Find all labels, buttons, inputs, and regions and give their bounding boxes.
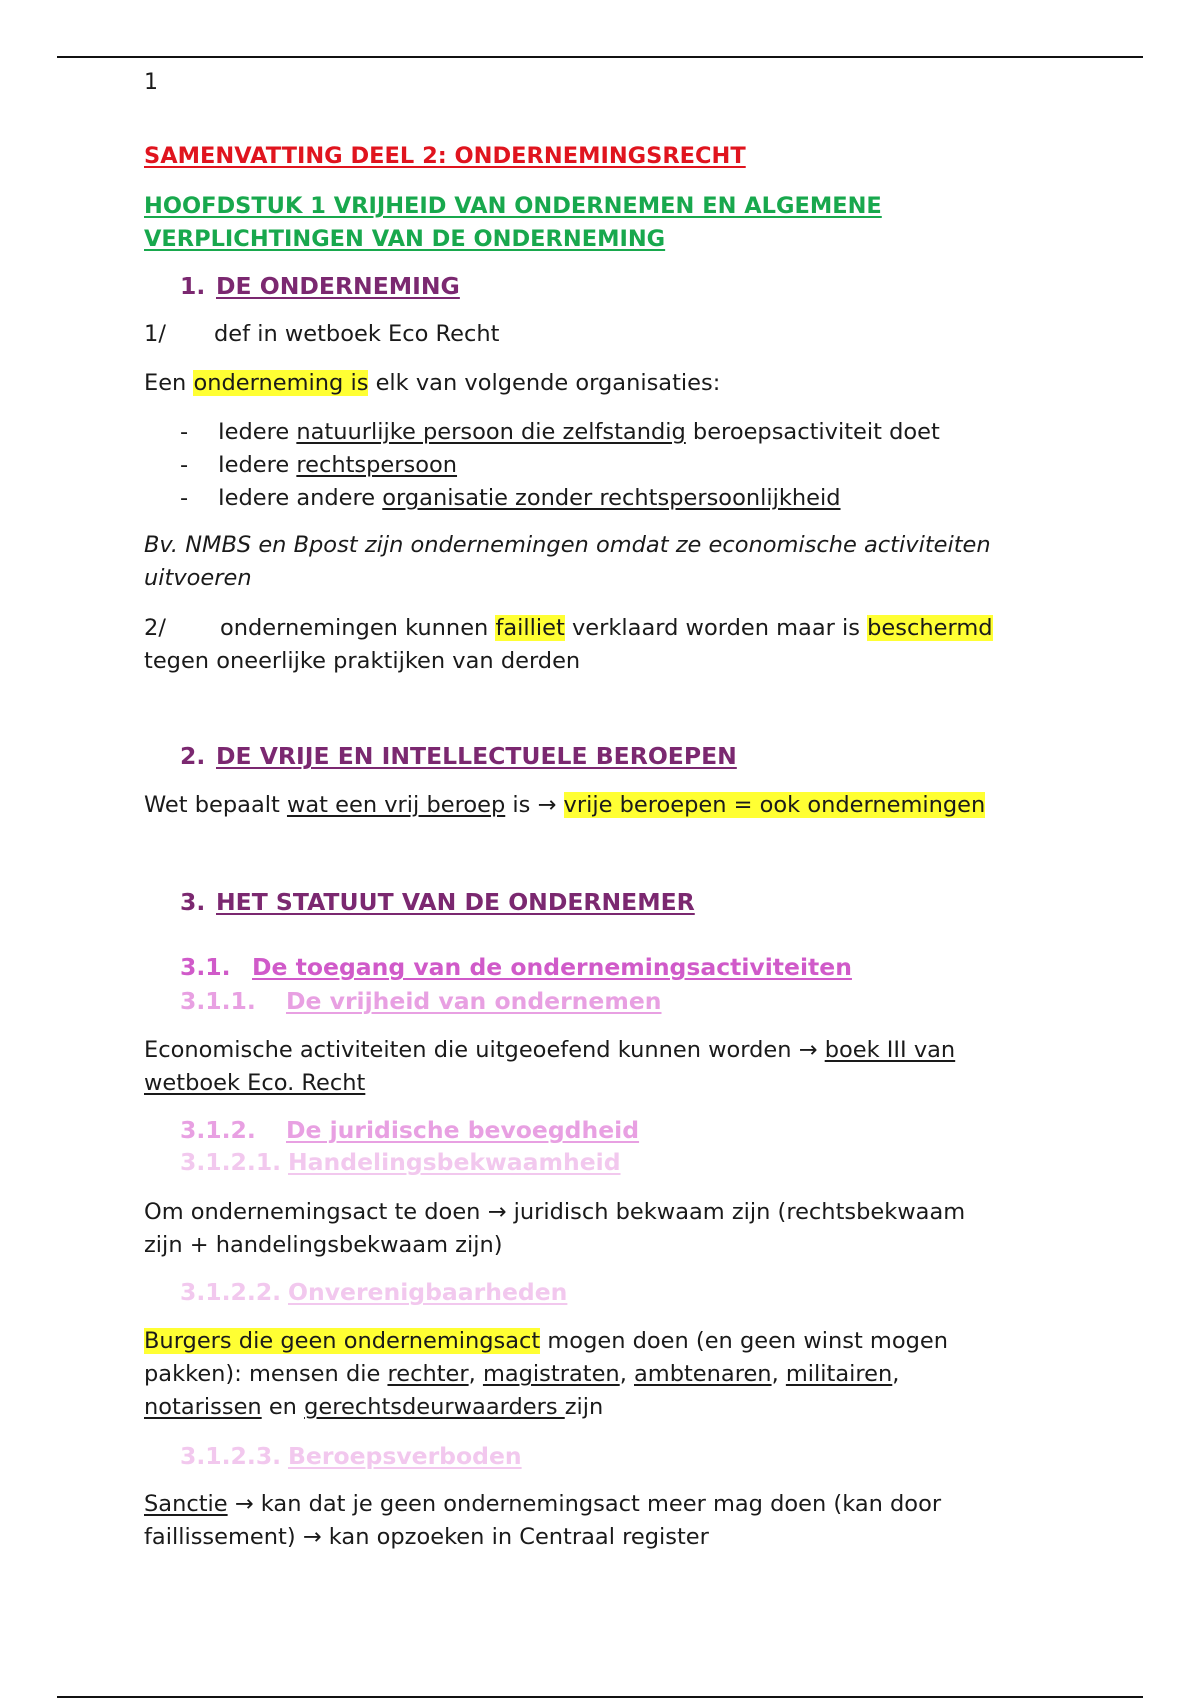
dash-bullet: -	[180, 419, 189, 445]
highlighted-text: onderneming is	[193, 370, 369, 396]
section-2-paragraph	[144, 789, 985, 822]
text-line: Bv. NMBS en Bpost zijn ondernemingen omdat ze economische activiteiten	[144, 532, 991, 558]
subsection-3-1-heading	[180, 953, 852, 981]
section-number: 3.1.2.2.	[180, 1278, 282, 1306]
underlined-text: natuurlijke persoon die zelfstandig	[296, 419, 686, 445]
text-line: uitvoeren	[144, 565, 252, 591]
section-title: Beroepsverboden	[288, 1442, 522, 1470]
underlined-text: wetboek Eco. Recht	[144, 1070, 366, 1096]
underlined-text: wat een vrij beroep	[286, 792, 506, 818]
section-number: 3.1.2.	[180, 1116, 256, 1144]
section-number: 3.1.1.	[180, 987, 256, 1015]
text-line: zijn + handelingsbekwaam zijn)	[144, 1232, 503, 1258]
underlined-text: organisatie zonder rechtspersoonlijkheid	[382, 485, 841, 511]
section-title: DE ONDERNEMING	[216, 272, 460, 300]
definition-label	[144, 318, 499, 351]
footer-rule	[57, 1696, 1143, 1698]
subsection-3-1-2-3-heading	[180, 1442, 522, 1470]
text-line: faillissement) → kan opzoeken in Centraal register	[144, 1524, 709, 1550]
subsection-3-1-2-1-heading	[180, 1148, 621, 1176]
list-item	[180, 416, 940, 449]
text-line: Om ondernemingsact te doen → juridisch bekwaam zijn (rechtsbekwaam	[144, 1199, 966, 1225]
dash-bullet: -	[180, 452, 189, 478]
chapter-heading-line2: VERPLICHTINGEN VAN DE ONDERNEMING	[144, 226, 666, 252]
point-text: def in wetboek Eco Recht	[214, 321, 500, 347]
chapter-heading-line1: HOOFDSTUK 1 VRIJHEID VAN ONDERNEMEN EN ALGEMENE	[144, 193, 882, 219]
highlighted-text: Burgers die geen ondernemingsact	[144, 1328, 541, 1354]
section-number: 1.	[180, 272, 206, 300]
underlined-text: Sanctie	[144, 1491, 228, 1517]
text-run: is →	[505, 792, 564, 818]
highlighted-text: vrije beroepen = ook ondernemingen	[563, 792, 986, 818]
section-3-1-2-2-paragraph	[144, 1325, 948, 1424]
section-number: 2.	[180, 742, 206, 770]
list-item	[180, 482, 940, 515]
section-2-heading	[180, 742, 737, 770]
section-number: 3.	[180, 888, 206, 916]
section-title: DE VRIJE EN INTELLECTUELE BEROEPEN	[216, 742, 737, 770]
section-title: De juridische bevoegdheid	[286, 1116, 640, 1144]
page-number: 1	[144, 70, 158, 95]
subsection-3-1-1-heading	[180, 987, 662, 1015]
section-title: Onverenigbaarheden	[288, 1278, 568, 1306]
text-run: ,	[771, 1361, 786, 1387]
underlined-text: magistraten	[482, 1361, 620, 1387]
text-run: beroepsactiviteit doet	[685, 419, 940, 445]
text-run: Wet bepaalt	[144, 792, 287, 818]
underlined-text: gerechtsdeurwaarders	[304, 1394, 565, 1420]
text-run: ,	[892, 1361, 900, 1387]
section-number: 3.1.	[180, 953, 231, 981]
section-3-1-1-paragraph	[144, 1034, 955, 1100]
underlined-text: rechter	[387, 1361, 469, 1387]
text-run: Een	[144, 370, 194, 396]
text-run: Iedere andere	[218, 485, 383, 511]
text-run: ondernemingen kunnen	[220, 615, 496, 641]
section-title: HET STATUUT VAN DE ONDERNEMER	[216, 888, 695, 916]
highlighted-text: failliet	[495, 615, 565, 641]
point-number: 2/	[144, 615, 166, 641]
text-run: mogen doen (en geen winst mogen	[540, 1328, 949, 1354]
text-line: tegen oneerlijke praktijken van derden	[144, 648, 581, 674]
section-1-heading	[180, 272, 460, 300]
underlined-text: ambtenaren	[634, 1361, 772, 1387]
text-run: en	[261, 1394, 305, 1420]
document-title: SAMENVATTING DEEL 2: ONDERNEMINGSRECHT	[144, 143, 746, 169]
section-3-heading	[180, 888, 695, 916]
underlined-text: notarissen	[144, 1394, 262, 1420]
subsection-3-1-2-heading	[180, 1116, 639, 1144]
section-number: 3.1.2.3.	[180, 1442, 282, 1470]
section-title: De toegang van de ondernemingsactiviteiten	[252, 953, 852, 981]
text-run: → kan dat je geen ondernemingsact meer mag doen (kan door	[227, 1491, 942, 1517]
section-number: 3.1.2.1.	[180, 1148, 282, 1176]
underlined-text: boek III van	[824, 1037, 956, 1063]
dash-bullet: -	[180, 485, 189, 511]
underlined-text: rechtspersoon	[296, 452, 458, 478]
bullet-list	[180, 416, 940, 515]
text-run: ,	[468, 1361, 483, 1387]
list-item	[180, 449, 940, 482]
highlighted-text: beschermd	[867, 615, 993, 641]
text-run: Iedere	[218, 452, 297, 478]
section-title: De vrijheid van ondernemen	[286, 987, 662, 1015]
definition-sentence	[144, 367, 720, 400]
text-run: elk van volgende organisaties:	[368, 370, 721, 396]
example-paragraph	[144, 529, 991, 595]
section-title: Handelingsbekwaamheid	[288, 1148, 621, 1176]
underlined-text: militairen	[785, 1361, 893, 1387]
text-run: Economische activiteiten die uitgeoefend kunnen worden →	[144, 1037, 825, 1063]
subsection-3-1-2-2-heading	[180, 1278, 567, 1306]
header-rule	[57, 56, 1143, 58]
section-3-1-2-1-paragraph	[144, 1196, 965, 1262]
point-number: 1/	[144, 321, 166, 347]
text-run: ,	[619, 1361, 634, 1387]
text-run: Iedere	[218, 419, 297, 445]
chapter-heading	[144, 190, 882, 256]
text-run: verklaard worden maar is	[564, 615, 868, 641]
section-3-1-2-3-paragraph	[144, 1488, 941, 1554]
point-2-paragraph	[144, 612, 993, 678]
text-run: zijn	[564, 1394, 604, 1420]
text-run: pakken): mensen die	[144, 1361, 388, 1387]
